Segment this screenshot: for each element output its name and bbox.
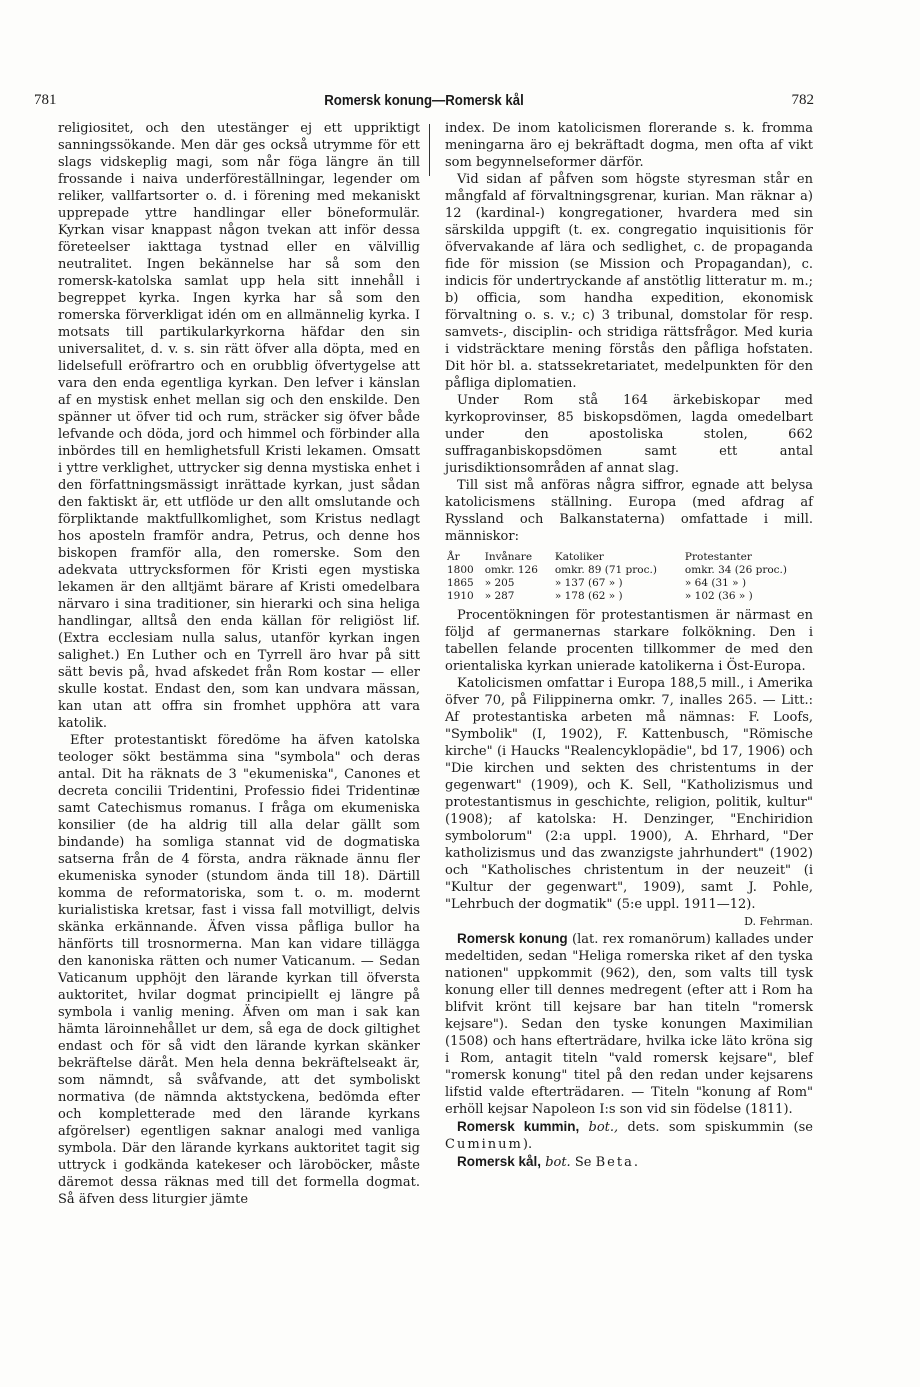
table-header-cell: Invånare — [484, 551, 533, 563]
entry-romersk-kummin — [445, 1118, 813, 1153]
table-cell: » 178 (62 » ) — [554, 590, 623, 602]
right-paragraph-2: Vid sidan af påfven som högste styresman står en mångfald af förvaltningsgrenar, kurian. Man räknar a) 12 (kardinal-) kongregationer, hvardera med sin särskilda uppgift (t. ex. congregatio inquisitionis för öfvervakande af lära och sedlighet, c. de propaganda fide för mission (se Mission och Propagandan), c. indicis för undertryckande af anstötlig litteratur m. m.; b) officia, som handha expedition, ekonomisk förvaltning o. s. v.; c) 3 tribunal, domstolar för resp. samvets-, disciplin- och stridiga rättsfrågor. Med kuria i vidsträcktare mening förstås den påfliga hofstaten. Dit hör bl. a. statssekretariatet, medelpunkten för den påfliga diplomatien. — [445, 172, 813, 391]
right-paragraph-5: Procentökningen för protestantismen är närmast en följd af germanernas starkare folkökning. Den i tabellen felande procenten tillkommer de med den orientaliska kyrkan unierade katolikerna i Öst-Europa. — [445, 608, 813, 674]
table-cell: 1800 — [447, 564, 474, 576]
cross-reference: Cuminum — [445, 1137, 523, 1152]
entry-romersk-konung — [445, 930, 813, 1118]
table-cell: omkr. 126 — [484, 564, 538, 576]
table-row — [445, 564, 813, 577]
entry-headword: Romersk konung — [457, 931, 568, 946]
left-paragraph-2: Efter protestantiskt föredöme ha äfven katolska teologer sökt bestämma sina "symbola" och deras antal. Dit ha räknats de 3 "ekumeniska", Canones et decreta concilii Tridentini, Professio fidei Tridentinæ samt Catechismus romanus. I fråga om ekumeniska konsilier (de ha aldrig till alla delar gällt som bindande) ha somliga stannat vid de dogmatiska satserna från de 4 första, andra räknade ännu fler ekumeniska synoder (stundom ända till 18). Därtill komma de reformatoriska, som t. o. m. modernt kurialistiska kretsar, fast i vissa fall motvilligt, delvis skänka erkännande. Äfven vissa påfliga bullor ha hänförts till trosnormerna. Man kan vidare tillägga den kanoniska rätten och numer Vaticanum. — Sedan Vaticanum upphöjt den lärande kyrkan till öfversta auktoritet, hvilar dogmat principiellt ej längre på symbola i vanlig mening. Äfven om man i sak kan hämta läroinnehållet ur dem, så ega de dock giltighet endast och för så vidt den lärande kyrkan skänker bekräftelse däråt. Men hela denna bekräftelseakt är, som nämndt, så svåfvande, att det symboliskt normativa (de nämnda aktstyckena, bedömda efter och kompletterade med den lärande kyrkans afgörelser) egentligen saknar analogi med vanliga symbola. Där den lärande kyrkans auktoritet tagit sig uttryck i godkända katekeser och läroböcker, måste däremot dessa räknas med till det formella dogmat. Så äfven dess liturgier jämte — [58, 733, 420, 1207]
left-page-number: 781 — [34, 92, 57, 108]
right-paragraph-4: Till sist må anföras några siffror, egnade att belysa katolicismens ställning. Europa (med afdrag af Ryssland och Balkanstaterna) omfattade i mill. människor: — [445, 478, 813, 544]
table-cell: omkr. 34 (26 proc.) — [684, 564, 787, 576]
cross-reference: Beta — [595, 1155, 634, 1170]
table-header-cell: Katoliker — [554, 551, 604, 563]
table-cell: » 137 (67 » ) — [554, 577, 623, 589]
entry-headword: Romersk kål, — [457, 1154, 542, 1169]
right-page-number: 782 — [791, 92, 814, 108]
table-header-cell: År — [447, 551, 460, 563]
column-divider — [429, 124, 430, 176]
entry-text: Se — [574, 1155, 592, 1170]
table-cell: omkr. 89 (71 proc.) — [554, 564, 657, 576]
left-column — [58, 120, 420, 1208]
page-header — [34, 92, 814, 112]
entry-text: (lat. rex romanörum) kallades under medeltiden, sedan "Heliga romerska riket af den tyska nationen" uppkommit (962), den, som valts till tysk konung eller till dennes medregent (efter att i Rom ha blifvit krönt till kejsare bar han titeln "romersk kejsare"). Sedan den tyske konungen Maximilian (1508) och hans efterträdare, hvilka icke läto kröna sig i Rom, antagit titeln "vald romersk kejsare", blef "romersk konung" titel på den redan under kejsarens lifstid valde efterträdaren. — Titeln "konung af Rom" erhöll kejsar Napoleon I:s son vid sin födelse (1811). — [445, 932, 813, 1117]
table-cell: » 205 — [484, 577, 515, 589]
right-paragraph-6: Katolicismen omfattar i Europa 188,5 mill., i Amerika öfver 70, på Filippinerna omkr. 7, inalles 265. — Litt.: Af protestantiska arbeten må nämnas: F. Loofs, "Symbolik" (I, 1902), F. Kattenbusch, "Römische kirche" (i Haucks "Realencyklopädie", bd 17, 1906) och "Die kirchen und sekten des christentums in der gegenwart" (1909), och K. Sell, "Katholizismus und protestantismus in geschichte, religion, politik, kultur" (1908); af katolska: H. Denzinger, "Enchiridion symbolorum" (2:a uppl. 1900), A. Ehrhard, "Der katholizismus und das zwanzigste jahrhundert" (1902) och "Katholisches christentum in der neuzeit" (i "Kultur der gegenwart", 1909), samt J. Pohle, "Lehrbuch der dogmatik" (5:e uppl. 1911—12). — [445, 676, 813, 912]
table-cell: 1865 — [447, 577, 474, 589]
left-paragraph-1: religiositet, och den utestänger ej ett uppriktigt sanningssökande. Men där ges också utrymme för ett slags vidskeplig magi, som når föga längre än till frossande i naiva underföreställningar, legender om reliker, vallfartsorter o. d. i förening med mekaniskt upprepade yttre handlingar eller böneformulär. Kyrkan visar knappast någon tvekan att inför dessa företeelser iakttaga tystnad eller en välvillig neutralitet. Ingen bekännelse har så som den romersk-katolska samlat upp hela sitt innehåll i begreppet kyrka. Ingen kyrka har så som den romerska förverkligat idén om en allmännelig kyrka. I motsats till partikularkyrkorna häfdar den sin universalitet, d. v. s. sin rätt öfver alla döpta, med en lidelsefull eröfrartro och en orubblig öfvertygelse att vara den enda egentliga kyrkan. Den lefver i känslan af en mystisk enhet mellan sig och den enskilde. Den spänner ut öfver tid och rum, sträcker sig öfver både lefvande och döda, jord och himmel och förbinder alla inbördes till en hemlighetsfull Kristi lekamen. Omsatt i yttre verklighet, uttrycker sig denna mystiska enhet i den författningsmässigt inrättade kyrkan, just sådan den faktiskt är, ett utflöde ur den allt omslutande och förpliktande maktfullkomlighet, som Kristus nedlagt hos aposteln framför andra, Petrus, och denne hos biskopen framför alla, den romerske. Som den adekvata uttrycksformen för Kristi egen mystiska lekamen är den alltjämt bärare af Kristi omedelbara närvaro i sina traditioner, sin hierarki och sina heliga handlingar, alltså den enda källan för religiöst lif. (Extra ecclesiam nulla salus, utanför kyrkan ingen salighet.) En Luther och en Tyrrell äro hvar på sitt sätt bevis på, hvad afskedet från Rom kostar — eller skulle kostat. Endast den, som kan undvara mässan, kan utan att offra sin fromhet upphöra att vara katolik. — [58, 121, 420, 731]
entry-text: dets. som spiskummin (se — [627, 1120, 813, 1135]
table-cell: » 64 (31 » ) — [684, 577, 747, 589]
table-header-cell: Protestanter — [684, 551, 752, 563]
right-column — [445, 120, 813, 1171]
table-header-row — [445, 551, 813, 564]
table-row — [445, 590, 813, 603]
entry-end: ). — [522, 1137, 533, 1152]
entry-headword: Romersk kummin, — [457, 1119, 580, 1134]
right-paragraph-1: index. De inom katolicismen florerande s. k. fromma meningarna äro ej bekräftadt dogma, men ofta af vikt som begynnelseformer därför. — [445, 121, 813, 170]
table-cell: » 102 (36 » ) — [684, 590, 753, 602]
entry-label: bot. — [545, 1155, 571, 1170]
entry-label: bot., — [588, 1120, 619, 1135]
author-signature: D. Fehrman. — [744, 915, 813, 928]
right-paragraph-3: Under Rom stå 164 ärkebiskopar med kyrkoprovinser, 85 biskopsdömen, lagda omedelbart under den apostoliska stolen, 662 suffraganbiskopsdömen samt ett antal jurisdiktionsområden af annat slag. — [445, 393, 813, 476]
table-cell: 1910 — [447, 590, 474, 602]
entry-romersk-kal — [445, 1153, 813, 1171]
table-cell: » 287 — [484, 590, 515, 602]
entry-end: . — [633, 1155, 638, 1170]
table-row — [445, 577, 813, 590]
statistics-table — [445, 551, 813, 603]
running-title: Romersk konung—Romersk kål — [324, 92, 524, 109]
